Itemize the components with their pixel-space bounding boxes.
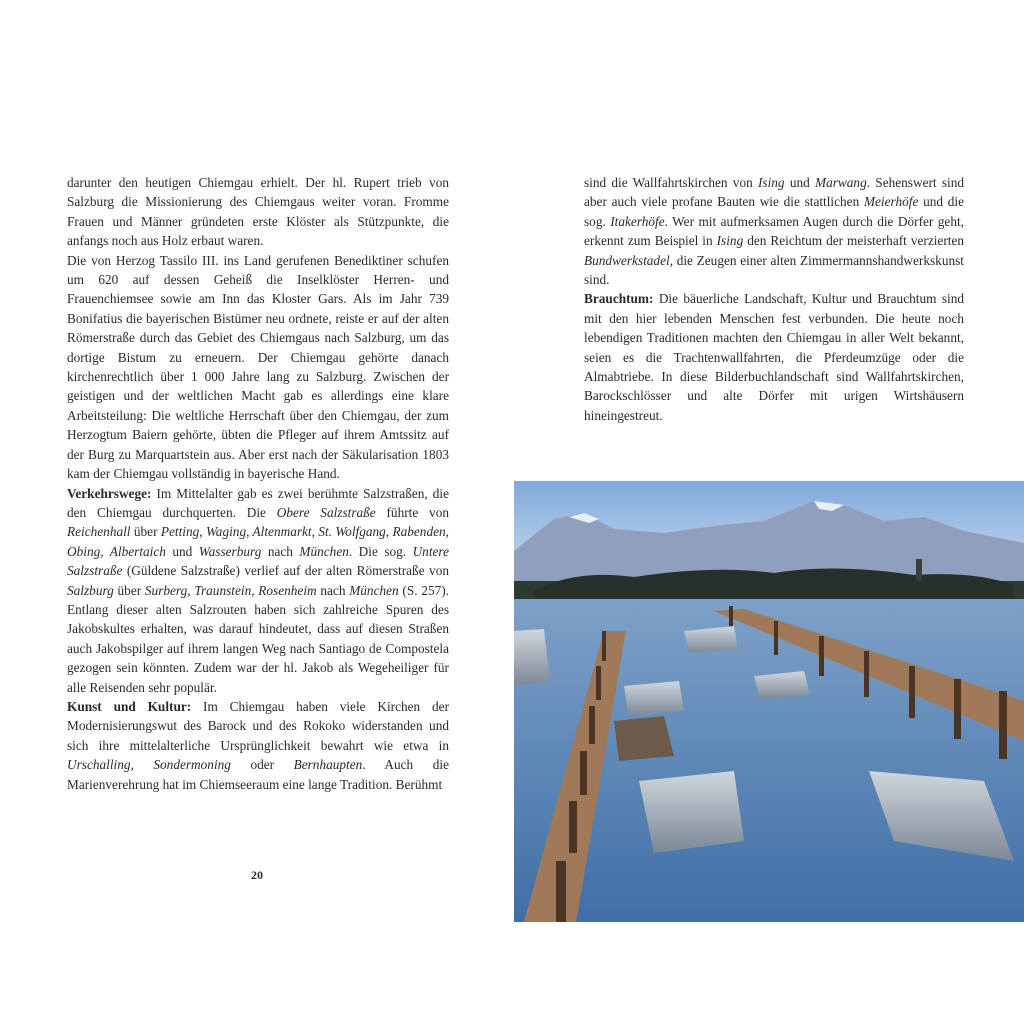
place-name: Untere Salzstraße — [67, 543, 450, 579]
page-number: 20 — [251, 868, 263, 882]
left-text-column — [67, 173, 449, 794]
place-name: München — [299, 543, 349, 559]
paragraph-brauchtum: Brauchtum: Die bäuerliche Landschaft, Kultur und Brauchtum sind mit den hier lebenden Menschen fest verbunden. Die heute noch lebendigen Traditionen machten den Chiemgau in aller Welt bekannt, seien es die Trachtenwallfahrten, die Pferdeumzüge oder die Almabtriebe. In diese Bilderbuchlandschaft sind Wallfahrtskirchen, Barockschlösser und alte Dörfer mit urigen Wirtshäusern hineingestreut. — [584, 291, 964, 423]
paragraph-rupert: darunter den heutigen Chiemgau erhielt. Der hl. Rupert trieb von Salzburg die Missionierung des Chiemgaus weiter voran. Fromme Frauen und Männer gründeten erste Klöster als Stützpunkte, die anfangs noch aus Holz erbaut waren. — [67, 175, 449, 249]
right-text-column — [584, 173, 964, 425]
heading-kunst-und-kultur: Kunst und Kultur: — [67, 698, 192, 714]
place-name: Surberg, Traunstein, Rosenheim — [144, 582, 317, 598]
paragraph-wallfahrtskirchen: sind die Wallfahrtskirchen von Ising und Marwang. Sehenswert sind aber auch viele profane Bauten wie die stattlichen Meierhöfe und die sog. Itakerhöfe. Wer mit aufmerksamen Augen durch die Dörfer geht, erkennt zum Beispiel in Ising den Reichtum der meisterhaft verzierten Bundwerkstadel, die Zeugen einer alten Zimmermannshandwerkskunst sind. — [584, 175, 964, 288]
place-name: Marwang — [815, 175, 867, 190]
lake-jetty-photo — [514, 481, 1024, 922]
paragraph-tassilo: Die von Herzog Tassilo III. ins Land gerufenen Benediktiner schufen um 620 auf dessen Geheiß die Inselklöster Herren- und Frauenchiemsee sowie am Inn das Kloster Gars. Als im Jahr 739 Bonifatius die bayerischen Bistümer neu ordnete, reiste er auf der alten Römerstraße durch das Gebiet des Chiemgaus nach Salzburg, um das dortige Bistum zu erneuern. Der Chiemgau gehörte danach kirchenrechtlich über 1 000 Jahre lang zu Salzburg. Zwischen der geistigen und der weltlichen Macht gab es allerdings eine klare Arbeitsteilung: Die weltliche Herrschaft über den Chiemgau, der zum Herzogtum Baiern gehörte, übten die Pfleger auf ihrem Amtssitz auf der Burg zu Marquartstein aus. Aber erst nach der Säkularisation 1803 kam der Chiemgau vollständig in bayerische Hand. — [67, 252, 449, 482]
paragraph-kunst-und-kultur: Kunst und Kultur: Im Chiemgau haben viele Kirchen der Modernisierungswut des Barock und des Rokoko widerstanden und sich ihre mittelalterliche Ursprünglichkeit bewahrt wie etwa in Urschalling, Sondermoning oder Bernhaupten. Auch die Marienverehrung hat im Chiemseeraum eine lange Tradition. Berühmt — [67, 698, 450, 792]
place-name: Obere Salzstraße — [276, 504, 376, 520]
term: Itakerhöfe — [610, 213, 665, 229]
place-name: Petting, Waging, Altenmarkt, St. Wolfgang, Rabenden, Obing, Albertaich — [67, 524, 449, 559]
place-name: Salzburg — [67, 582, 114, 598]
church-tower — [916, 559, 922, 581]
term: Bundwerkstadel — [584, 252, 670, 268]
heading-brauchtum: Brauchtum: — [584, 291, 654, 307]
place-name: Bernhaupten — [293, 757, 363, 773]
place-name: Urschalling, Sondermoning — [67, 757, 231, 773]
place-name: Reichenhall — [67, 524, 131, 540]
place-name: München — [349, 582, 399, 598]
place-name: Ising — [716, 233, 744, 249]
heading-verkehrswege: Verkehrswege: — [67, 485, 152, 501]
term: Meierhöfe — [863, 194, 919, 210]
place-name: Ising — [757, 175, 785, 190]
paragraph-verkehrswege: Verkehrswege: Im Mittelalter gab es zwei berühmte Salzstraßen, die den Chiemgau durchquerten. Die Obere Salzstraße führte von Reichenhall über Petting, Waging, Altenmarkt, St. Wolfgang, Rabenden, Obing, Albertaich und Wasserburg nach München. Die sog. Untere Salzstraße (Güldene Salzstraße) verlief auf der alten Römerstraße von Salzburg über Surberg, Traunstein, Rosenheim nach München (S. 257). Entlang dieser alten Salzrouten haben sich zahlreiche Spuren des Jakobskultes erhalten, was darauf hindeutet, dass auf diesen Straßen auch Jakobspilger auf ihrem langen Weg nach Santiago de Compostela gezogen sein könnten. Zudem war der hl. Jakob als Wegeheiliger für alle Reisenden sehr populär. — [67, 485, 450, 695]
place-name: Wasserburg — [198, 543, 262, 559]
